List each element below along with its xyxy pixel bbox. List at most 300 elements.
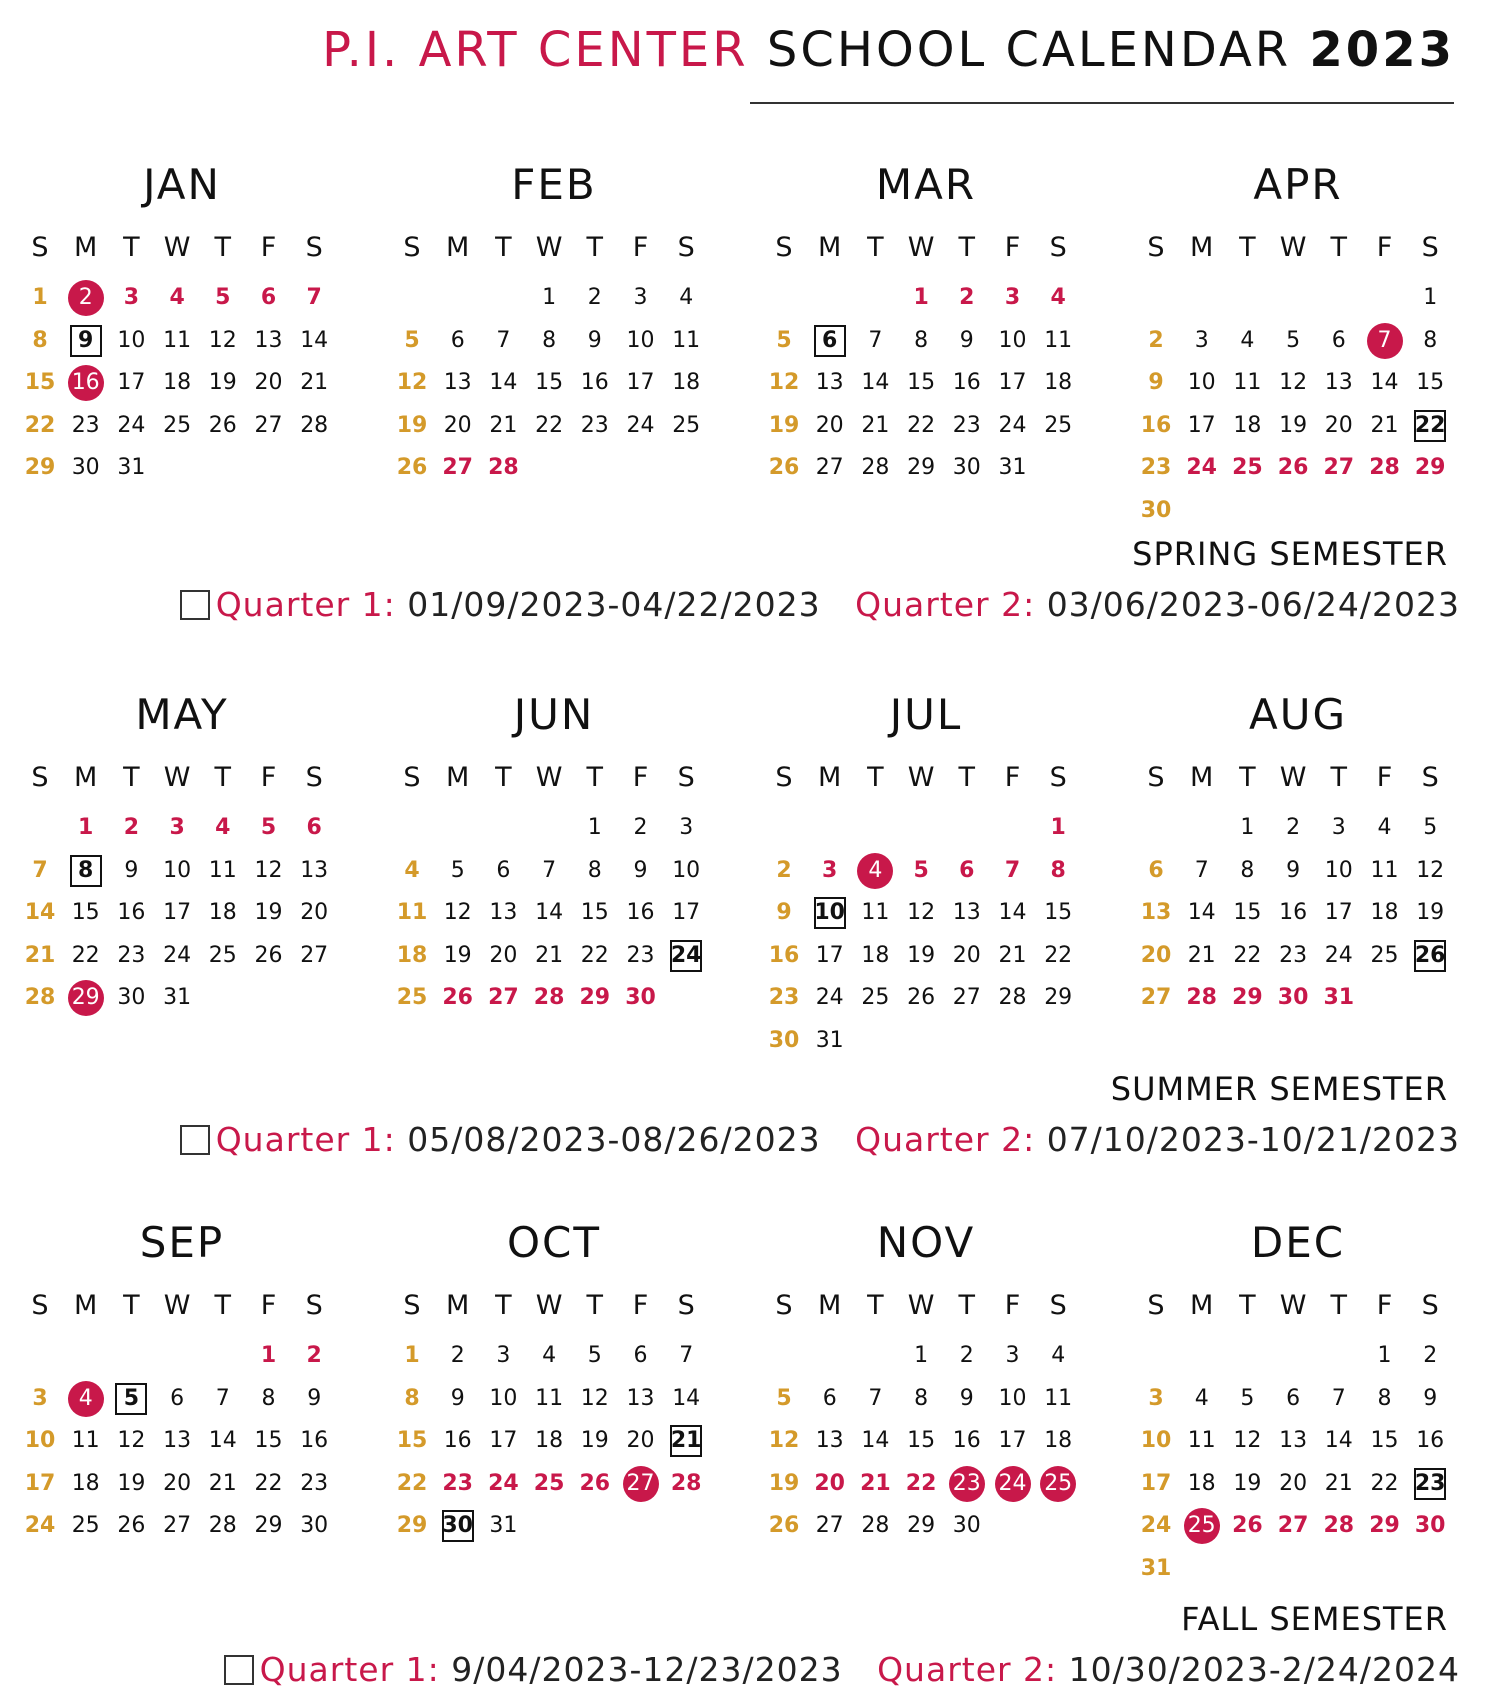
quarter1-label: Quarter 1: [215,585,396,624]
calendar-day: 9 [587,327,602,353]
calendar-day: 23 [952,412,981,438]
calendar-day: 17 [672,900,701,925]
calendar-day: 14 [672,1385,701,1411]
calendar-day: 19 [396,412,428,438]
weekday-label: S [305,762,323,793]
calendar-day: 2 [1286,815,1301,840]
calendar-day: 20 [1279,1470,1308,1496]
calendar-day: 8 [261,1385,276,1411]
calendar-day: 20 [815,412,844,438]
month-name: AUG [1248,690,1348,739]
calendar-day: 10 [489,1385,518,1411]
weekday-label: T [214,232,232,263]
calendar-day: 31 [1323,985,1355,1010]
calendar-day: 15 [907,1428,936,1453]
calendar-day: 11 [1370,857,1399,883]
calendar-day: 17 [24,1470,56,1496]
calendar-day: 4 [1377,815,1392,840]
calendar-day: 29 [907,1513,936,1538]
calendar-day: 17 [117,370,146,395]
calendar-day: 14 [861,1428,890,1453]
calendar-day: 14 [1370,370,1399,395]
calendar-day: 7 [679,1343,694,1368]
calendar-day: 15 [254,1428,283,1453]
calendar-day: 13 [1279,1428,1308,1453]
calendar-day: 21 [668,1423,704,1459]
calendar-day: 21 [24,942,56,968]
calendar-day: 28 [670,1470,702,1496]
calendar-day: 23 [626,942,655,968]
calendar-day: 20 [626,1428,655,1453]
calendar-day: 4 [169,285,185,310]
calendar-day: 18 [1370,900,1399,925]
calendar-day: 11 [1044,327,1073,353]
weekday-label: F [632,232,649,263]
calendar-day: 2 [587,285,602,310]
calendar-day: 20 [1324,412,1353,438]
calendar-day: 12 [208,327,237,353]
weekday-label: S [1049,1290,1067,1321]
calendar-day: 10 [163,857,192,883]
calendar-day: 8 [1423,327,1438,353]
weekday-label: S [1147,232,1165,263]
month-name: DEC [1250,1218,1346,1267]
calendar-day: 15 [580,900,609,925]
calendar-day: 16 [117,900,146,925]
calendar-day: 22 [580,942,609,968]
weekday-label: T [123,1290,140,1321]
calendar-day: 10 [1324,857,1353,883]
calendar-day: 6 [450,327,465,353]
calendar-day: 23 [1412,1466,1448,1502]
calendar-day: 16 [300,1428,329,1453]
calendar-day: 8 [1240,857,1255,883]
calendar-day: 19 [208,370,237,395]
month-name: NOV [876,1218,976,1267]
calendar-day: 26 [1412,938,1448,974]
calendar-day: 3 [32,1385,48,1411]
calendar-day: 11 [1044,1385,1073,1411]
calendar-day: 26 [208,412,237,438]
month-name: MAR [875,160,977,209]
calendar-day: 29 [1044,985,1073,1010]
calendar-day: 8 [914,1385,929,1411]
calendar-day: 25 [861,985,890,1010]
calendar-day: 22 [907,412,936,438]
calendar-day: 17 [998,370,1027,395]
semester-checkbox[interactable] [180,590,210,620]
weekday-label: S [775,232,793,263]
calendar-day: 24 [815,985,844,1010]
weekday-label: T [958,232,976,263]
calendar-day: 6 [1148,857,1164,883]
calendar-day: 30 [300,1513,329,1538]
calendar-day: 7 [542,857,557,883]
calendar-day: 10 [998,1385,1027,1411]
weekday-label: T [586,1290,604,1321]
calendar-day: 28 [1186,985,1217,1010]
calendar-day: 25 [208,942,237,968]
calendar-day: 6 [1331,327,1346,353]
weekday-label: W [907,232,935,263]
calendar-day: 16 [68,365,104,401]
calendar-day: 30 [625,985,656,1010]
calendar-day: 9 [307,1385,322,1411]
calendar-day: 31 [489,1513,518,1538]
semester-checkbox[interactable] [224,1655,254,1685]
semester-quarters-summer [180,1120,1460,1159]
calendar-day: 10 [117,327,146,353]
calendar-day: 18 [861,942,890,968]
calendar-day: 15 [1044,900,1073,925]
calendar-day: 27 [488,985,519,1010]
calendar-day: 28 [488,455,519,480]
calendar-day: 17 [998,1428,1027,1453]
calendar-day: 31 [815,1027,844,1053]
calendar-day: 5 [1423,815,1438,840]
weekday-label: F [1004,1290,1021,1321]
calendar-day: 11 [1233,370,1262,395]
calendar-day: 27 [815,1513,844,1538]
quarter1-dates: 01/09/2023-04/22/2023 [407,585,821,624]
calendar-day: 19 [907,942,936,968]
calendar-day: 27 [1323,455,1355,480]
calendar-day: 30 [1414,1513,1446,1538]
calendar-day: 18 [71,1470,100,1496]
calendar-day: 3 [633,285,648,310]
calendar-day: 2 [959,285,975,310]
calendar-day: 30 [952,1513,981,1538]
weekday-label: W [1279,762,1307,793]
calendar-day: 26 [768,455,800,480]
weekday-label: T [1239,1290,1256,1321]
weekday-label: M [1190,762,1214,793]
calendar-day: 1 [260,1343,277,1368]
calendar-day: 31 [1140,1555,1172,1581]
calendar-day: 8 [542,327,557,353]
calendar-day: 22 [905,1470,937,1496]
calendar-day: 3 [169,815,185,840]
calendar-day: 18 [535,1428,564,1453]
calendar-day: 7 [1194,857,1209,883]
calendar-day: 14 [300,327,329,353]
calendar-day: 14 [998,900,1027,925]
calendar-day: 5 [215,285,231,310]
calendar-day: 5 [1240,1385,1255,1411]
calendar-day: 16 [952,1428,981,1453]
calendar-day: 24 [1186,455,1217,480]
calendar-day: 8 [32,327,48,353]
calendar-day: 20 [300,900,329,925]
weekday-label: W [535,762,563,793]
weekday-label: F [1376,232,1393,263]
weekday-label: S [403,1290,421,1321]
weekday-label: S [1049,762,1067,793]
weekday-label: F [1376,1290,1393,1321]
calendar-day: 4 [1240,327,1255,353]
calendar-day: 30 [117,985,146,1010]
header-divider [750,102,1454,104]
calendar-day: 24 [117,412,146,438]
weekday-label: M [1190,232,1214,263]
weekday-label: M [446,762,470,793]
calendar-day: 9 [633,857,648,883]
calendar-day: 3 [1331,815,1346,840]
calendar-day: 24 [1140,1513,1172,1538]
calendar-day: 16 [1140,412,1172,438]
weekday-label: W [907,1290,935,1321]
semester-label-summer: SUMMER SEMESTER [1110,1070,1448,1108]
weekday-label: T [1330,1290,1348,1321]
calendar-day: 5 [113,1381,149,1417]
quarter2-label: Quarter 2: [877,1650,1058,1689]
weekday-label: W [907,762,935,793]
weekday-label: W [163,1290,191,1321]
weekday-label: S [677,1290,695,1321]
month-name: OCT [506,1218,602,1267]
weekday-label: F [260,232,277,263]
calendar-day: 26 [768,1513,800,1538]
calendar-day: 7 [496,327,511,353]
calendar-day: 9 [959,327,974,353]
calendar-day: 6 [822,1385,837,1411]
calendar-day: 18 [208,900,237,925]
calendar-day: 11 [672,327,701,353]
calendar-day: 26 [396,455,428,480]
calendar-day: 17 [1324,900,1353,925]
calendar-day: 15 [1416,370,1445,395]
quarter1-dates: 05/08/2023-08/26/2023 [407,1120,821,1159]
weekday-label: F [632,762,649,793]
calendar-day: 13 [163,1428,192,1453]
calendar-day: 19 [768,412,800,438]
quarter2-label: Quarter 2: [855,1120,1036,1159]
calendar-day: 21 [1370,412,1399,438]
calendar-day: 27 [442,455,473,480]
calendar-day: 12 [1279,370,1308,395]
calendar-day: 13 [1140,900,1172,925]
calendar-day: 10 [672,857,701,883]
weekday-label: T [495,1290,512,1321]
calendar-day: 7 [868,327,883,353]
calendar-day: 23 [1279,942,1308,968]
calendar-day: 26 [1277,455,1309,480]
calendar-day: 5 [260,815,277,840]
calendar-day: 11 [861,900,890,925]
calendar-day: 23 [300,1470,329,1496]
calendar-day: 27 [254,412,283,438]
weekday-label: F [260,762,277,793]
weekday-label: M [74,762,98,793]
calendar-day: 7 [32,857,48,883]
title-center-name: P.I. ART CENTER [322,22,749,78]
calendar-day: 5 [404,327,420,353]
semester-label-fall: FALL SEMESTER [1181,1600,1448,1638]
calendar-day: 29 [907,455,936,480]
calendar-day: 12 [254,857,283,883]
quarter1-label: Quarter 1: [215,1120,396,1159]
calendar-day: 21 [1187,942,1216,968]
calendar-day: 15 [535,370,564,395]
weekday-label: T [123,232,140,263]
calendar-day: 6 [959,857,975,883]
calendar-day: 29 [396,1513,428,1538]
calendar-day: 20 [254,370,283,395]
calendar-day: 10 [998,327,1027,353]
calendar-day: 17 [626,370,655,395]
calendar-day: 25 [1044,412,1073,438]
weekday-label: W [535,1290,563,1321]
weekday-label: T [1330,762,1348,793]
calendar-day: 15 [907,370,936,395]
calendar-day: 2 [1423,1343,1438,1368]
calendar-day: 10 [626,327,655,353]
calendar-day: 3 [822,857,838,883]
calendar-day: 24 [626,412,655,438]
weekday-label: S [775,762,793,793]
calendar-day: 24 [1324,942,1353,968]
calendar-day: 12 [580,1385,609,1411]
calendar-day: 22 [71,942,100,968]
calendar-day: 28 [300,412,329,438]
weekday-label: M [818,762,842,793]
quarter2-label: Quarter 2: [855,585,1036,624]
weekday-label: S [1147,1290,1165,1321]
quarter2-dates: 10/30/2023-2/24/2024 [1068,1650,1460,1689]
weekday-label: T [958,1290,976,1321]
calendar-day: 17 [815,942,844,968]
calendar-day: 22 [1233,942,1262,968]
calendar-day: 17 [489,1428,518,1453]
calendar-day: 7 [1004,857,1021,883]
weekday-label: T [867,1290,884,1321]
weekday-label: M [818,232,842,263]
calendar-day: 30 [1140,497,1172,523]
calendar-day: 6 [496,857,511,883]
calendar-day: 25 [1184,1508,1220,1544]
calendar-day: 13 [815,1428,844,1453]
calendar-day: 3 [1148,1385,1164,1411]
calendar-day: 22 [535,412,564,438]
calendar-day: 13 [952,900,981,925]
quarter2-dates: 03/06/2023-06/24/2023 [1046,585,1460,624]
calendar-day: 29 [1414,455,1446,480]
calendar-day: 13 [443,370,472,395]
weekday-label: T [867,762,884,793]
calendar-day: 27 [1140,985,1172,1010]
calendar-day: 11 [163,327,192,353]
weekday-label: W [163,762,191,793]
calendar-day: 19 [117,1470,146,1496]
calendar-day: 6 [260,285,277,310]
calendar-day: 18 [1233,412,1262,438]
calendar-day: 2 [123,815,140,840]
calendar-day: 28 [1369,455,1400,480]
calendar-day: 21 [489,412,518,438]
weekday-label: T [214,762,232,793]
calendar-day: 12 [1233,1428,1262,1453]
calendar-day: 9 [776,900,792,925]
calendar-day: 12 [1416,857,1445,883]
calendar-day: 9 [124,857,139,883]
calendar-day: 23 [117,942,146,968]
calendar-day: 2 [450,1343,465,1368]
calendar-day: 21 [535,942,564,968]
weekday-label: S [1421,232,1439,263]
calendar-day: 1 [587,815,602,840]
calendar-day: 3 [496,1343,511,1368]
calendar-day: 1 [913,285,929,310]
semester-checkbox[interactable] [180,1125,210,1155]
calendar-day: 8 [587,857,602,883]
weekday-label: M [1190,1290,1214,1321]
calendar-day: 13 [489,900,518,925]
calendar-day: 11 [535,1385,564,1411]
weekday-label: T [214,1290,232,1321]
calendar-day: 1 [404,1343,420,1368]
weekday-label: T [495,762,512,793]
calendar-day: 27 [300,942,329,968]
calendar-day: 9 [450,1385,465,1411]
calendar-day: 26 [117,1513,146,1538]
calendar-day: 8 [404,1385,420,1411]
weekday-label: T [123,762,140,793]
calendar-day: 16 [580,370,609,395]
weekday-label: S [775,1290,793,1321]
calendar-day: 9 [1423,1385,1438,1411]
calendar-day: 14 [489,370,518,395]
calendar-day: 26 [1232,1513,1263,1538]
quarter1-dates: 9/04/2023-12/23/2023 [451,1650,843,1689]
calendar-day: 2 [306,1343,322,1368]
calendar-day: 15 [71,900,100,925]
calendar-day: 13 [1324,370,1353,395]
calendar-day: 30 [71,455,100,480]
calendar-day: 25 [672,412,701,438]
calendar-day: 27 [163,1513,192,1538]
calendar-day: 1 [78,815,94,840]
weekday-label: S [403,232,421,263]
calendar-day: 18 [672,370,701,395]
calendar-day: 2 [776,857,792,883]
calendar-day: 15 [396,1428,428,1453]
calendar-day: 28 [861,1513,890,1538]
calendar-day: 1 [1377,1343,1392,1368]
calendar-day: 3 [123,285,140,310]
calendar-day: 16 [1416,1428,1445,1453]
calendar-day: 19 [254,900,283,925]
weekday-label: T [1239,762,1256,793]
calendar-day: 19 [580,1428,609,1453]
month-name: MAY [135,690,229,739]
calendar-day: 5 [776,327,792,353]
calendar-day: 4 [1194,1385,1209,1411]
semester-label-spring: SPRING SEMESTER [1132,535,1448,573]
weekday-label: M [74,1290,98,1321]
calendar-day: 11 [396,900,428,925]
calendar-day: 31 [998,455,1027,480]
calendar-day: 19 [1279,412,1308,438]
calendar-day: 6 [1286,1385,1301,1411]
calendar-day: 22 [24,412,56,438]
calendar-day: 16 [443,1428,472,1453]
calendar-day: 2 [633,815,648,840]
weekday-label: W [1279,232,1307,263]
calendar-day: 25 [71,1513,100,1538]
calendar-day: 4 [1051,1343,1066,1368]
calendar-day: 29 [579,985,611,1010]
calendar-day: 24 [995,1466,1031,1502]
